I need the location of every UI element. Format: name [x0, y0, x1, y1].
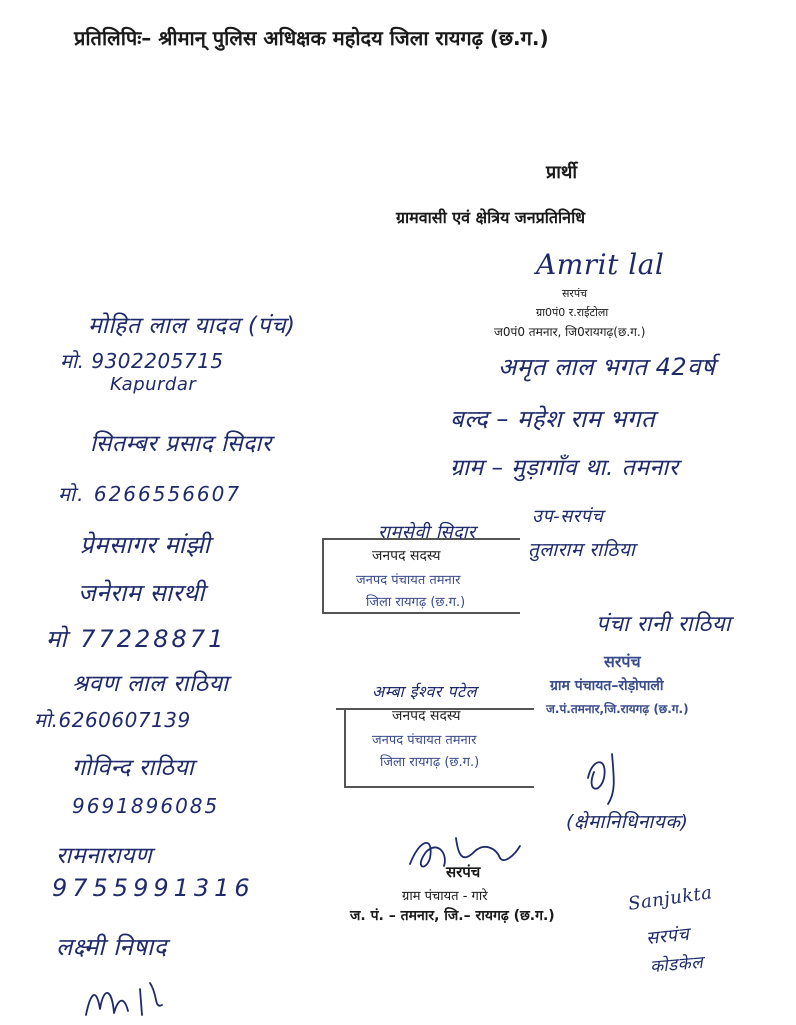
father-line: बल्द – महेश राम भगत [450, 405, 656, 433]
janpad1-line3: जिला रायगढ़ (छ.ग.) [366, 595, 466, 610]
janpad2-frame-left [344, 708, 346, 786]
entry5-phone: मो.6260607139 [34, 708, 191, 732]
copy-to-line: प्रतिलिपिः– श्रीमान् पुलिस अधिक्षक महोदय जिला रायगढ़ (छ.ग.) [74, 26, 549, 50]
sarpanch-raitola-role: सरपंच [562, 287, 588, 300]
kshemanidhi-scribble [578, 748, 638, 808]
kshemanidhi-signature: (क्षेमानिधिनायक) [566, 811, 689, 833]
entry1-sign: Kapurdar [110, 374, 197, 395]
rodopali-line2: ग्राम पंचायत–रोड़ोपाली [550, 678, 664, 694]
janpad1-line2: जनपद पंचायत तमनार [356, 573, 461, 588]
kodkel-line1: सरपंच [645, 923, 691, 950]
entry2-phone: मो. 6266556607 [58, 482, 242, 506]
gare-line1: सरपंच [446, 863, 481, 881]
rodopali-line3: ज.पं.तमनार,जि.रायगढ़ (छ.ग.) [546, 702, 689, 716]
entry8-signature [80, 975, 190, 1025]
entry6-phone: 9691896085 [72, 794, 220, 818]
sarpanch-raitola-signature: Amrit lal [536, 248, 665, 281]
janpad2-line1: जनपद सदस्य [392, 708, 461, 724]
entry6-name: गोविन्द राठिया [72, 755, 195, 781]
entry7-name: रामनारायण [56, 843, 153, 869]
applicant-subtitle: ग्रामवासी एवं क्षेत्रिय जनप्रतिनिधि [396, 208, 586, 227]
entry4-phone: मो 77228871 [46, 625, 227, 653]
village-line: ग्राम – मुड़ागाँव था. तमनार [450, 455, 679, 481]
rodopali-line1: सरपंच [604, 652, 641, 671]
entry2-name: सितम्बर प्रसाद सिदार [90, 431, 272, 457]
gare-line3: ज. पं. – तमनार, जि.– रायगढ़ (छ.ग.) [350, 908, 555, 924]
janpad2-line2: जनपद पंचायत तमनार [372, 733, 477, 748]
janpad2-frame-bottom [344, 786, 534, 788]
entry4-name: जनेराम सारथी [78, 579, 205, 607]
deputy-label: उप-सरपंच [532, 506, 604, 527]
sarpanch-raitola-panchayat: ग्रा0पं0 र.राईटोला [536, 306, 609, 319]
name-line: अमृत लाल भगत 42वर्ष [498, 353, 716, 381]
entry1-name: मोहित लाल यादव (पंच) [88, 313, 296, 339]
applicant-title: प्रार्थी [546, 162, 578, 183]
janpad2-line3: जिला रायगढ़ (छ.ग.) [380, 755, 480, 770]
janpad1-line1: जनपद सदस्य [372, 548, 441, 564]
entry8-name: लक्ष्मी निषाद [56, 933, 168, 961]
janpad1-frame-bottom [322, 612, 520, 614]
sarpanch-raitola-block: ज0पं0 तमनार, जि0रायगढ़(छ.ग.) [494, 325, 646, 339]
deputy-name: तुलाराम राठिया [528, 539, 636, 561]
entry7-phone: 9755991316 [52, 874, 255, 902]
janpad1-signature: रामसेवी सिदार [378, 522, 476, 543]
janpad2-signature: अम्बा ईश्वर पटेल [372, 682, 477, 701]
gare-line2: ग्राम पंचायत - गारे [402, 889, 488, 904]
entry5-name: श्रवण लाल राठिया [72, 671, 229, 697]
entry3-name: प्रेमसागर मांझी [80, 531, 211, 559]
kodkel-signature: Sanjukta [626, 882, 714, 915]
entry1-phone: मो. 9302205715 [60, 349, 224, 373]
kodkel-line2: कोडकेल [649, 952, 705, 978]
rodopali-signature: पंचा रानी राठिया [596, 612, 731, 637]
janpad1-frame-left [322, 538, 324, 612]
